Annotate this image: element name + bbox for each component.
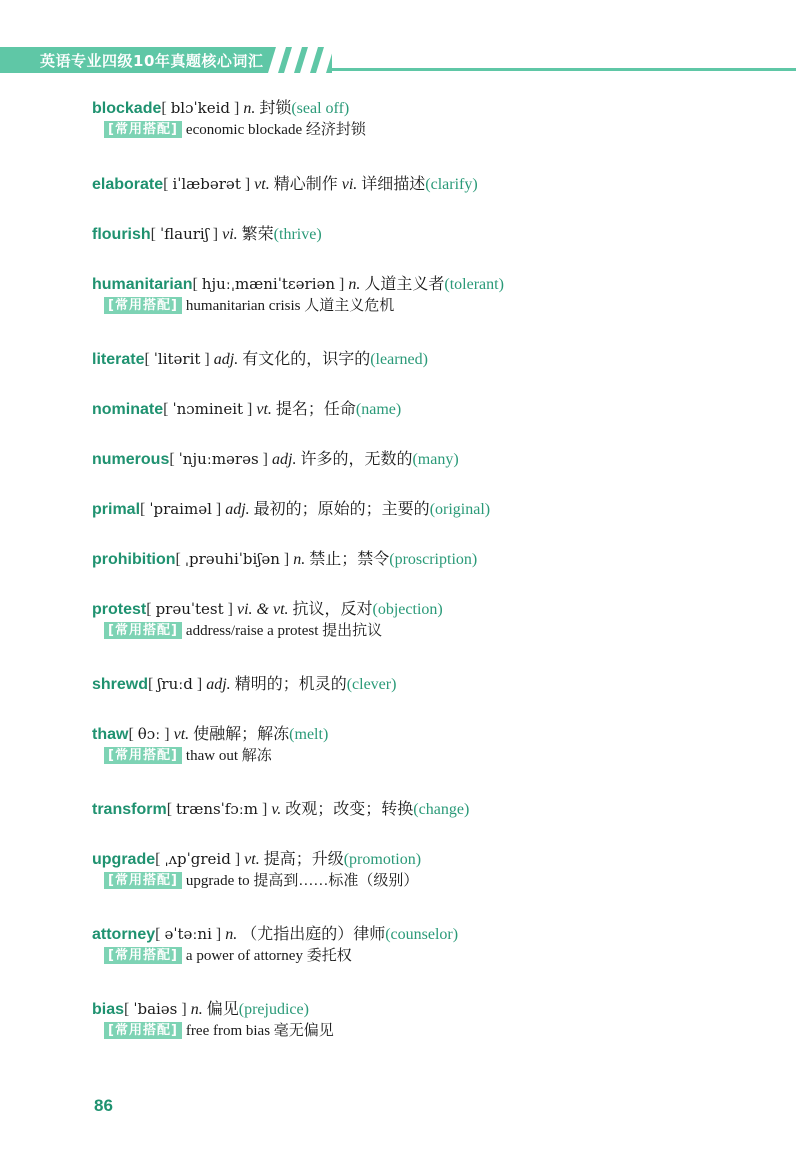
entry-pos: n. — [293, 551, 306, 568]
vocab-entry: upgrade[ ˌʌpˈgreid ] vt. 提高；升级(promotion) [常用搭配] upgrade to 提高到……标准（级别） — [92, 850, 422, 889]
entry-synonym: name — [361, 401, 396, 418]
entry-phonetic: ˈbaiəs — [133, 1000, 178, 1018]
entry-phonetic: ʃruːd — [157, 675, 193, 693]
entry-meaning: 最初的；原始的；主要的 — [253, 501, 430, 518]
entry-meaning-2: 详细描述 — [361, 176, 426, 193]
entry-meaning: 偏见 — [206, 1001, 239, 1018]
entry-synonym: change — [418, 801, 464, 818]
entry-word: flourish — [92, 226, 151, 243]
entry-synonym: clarify — [430, 176, 473, 193]
vocab-entry: bias[ ˈbaiəs ] n. 偏见(prejudice) [常用搭配] free from bias 毫无偏见 — [92, 1000, 334, 1039]
vocab-entry: transform[ trænsˈfɔːm ] v. 改观；改变；转换(change) — [92, 800, 470, 818]
entry-synonym: thrive — [279, 226, 317, 243]
vocab-entry: nominate[ ˈnɔmineit ] vt. 提名；任命(name) — [92, 400, 402, 418]
entry-pos: n. — [348, 276, 361, 293]
entry-phonetic: ˈnɔmineit — [172, 400, 244, 418]
entry-collocation: upgrade to 提高到……标准（级别） — [185, 873, 419, 889]
entry-phonetic: iˈlæbərət — [172, 175, 241, 193]
entry-synonym: promotion — [349, 851, 416, 868]
entry-word: transform — [92, 801, 167, 818]
entry-pos: n. — [225, 926, 238, 943]
vocab-entry: thaw[ θɔː ] vt. 使融解；解冻(melt) [常用搭配] thaw out 解冻 — [92, 725, 329, 764]
entry-meaning: 使融解；解冻 — [193, 726, 290, 743]
entry-synonym: clever — [352, 676, 392, 693]
entry-meaning: 人道主义者 — [364, 276, 445, 293]
vocab-entry: elaborate[ iˈlæbərət ] vt. 精心制作 vi. 详细描述(clarify) — [92, 175, 478, 193]
entry-phonetic: θɔː — [137, 725, 161, 743]
entry-meaning: 精明的；机灵的 — [234, 676, 347, 693]
entry-collocation: thaw out 解冻 — [185, 748, 272, 764]
entry-meaning: 封锁 — [259, 100, 292, 117]
vocab-entry: literate[ ˈlitərit ] adj. 有文化的，识字的(learned) — [92, 350, 428, 368]
entry-phonetic: əˈtəːni — [164, 925, 212, 943]
entry-synonym: seal off — [296, 100, 344, 117]
entry-pos: adj. — [213, 351, 239, 368]
entry-pos-2: vi. — [341, 176, 358, 193]
entry-word: literate — [92, 351, 145, 368]
entry-pos: adj. — [206, 676, 231, 693]
running-header — [0, 47, 796, 73]
entry-collocation: address/raise a protest 提出抗议 — [185, 623, 383, 639]
collocation-tag: 常用搭配 — [114, 623, 171, 638]
vocab-entry: blockade[ blɔˈkeid ] n. 封锁(seal off) [常用搭配] economic blockade 经济封锁 — [92, 99, 366, 138]
entry-phonetic: blɔˈkeid — [170, 99, 230, 117]
header-stripes-decoration — [268, 47, 338, 73]
entry-synonym: original — [435, 501, 485, 518]
entry-pos: v. — [271, 801, 282, 818]
entry-word: attorney — [92, 926, 156, 943]
entry-meaning: 许多的，无数的 — [300, 451, 413, 468]
entry-synonym: prejudice — [244, 1001, 304, 1018]
entry-phonetic: ˈflauriʃ — [160, 225, 209, 243]
entry-collocation: economic blockade 经济封锁 — [185, 122, 366, 138]
entry-word: upgrade — [92, 851, 156, 868]
collocation-tag: 常用搭配 — [114, 748, 171, 763]
vocab-entry: shrewd[ ʃruːd ] adj. 精明的；机灵的(clever) — [92, 675, 397, 693]
entry-pos: vt. — [256, 401, 272, 418]
entry-word: humanitarian — [92, 276, 193, 293]
entry-collocation: humanitarian crisis 人道主义危机 — [185, 298, 395, 314]
entry-pos: vi. & vt. — [236, 601, 289, 618]
entry-word: protest — [92, 601, 147, 618]
header-title: 英语专业四级10年真题核心词汇 — [40, 52, 264, 70]
entry-phonetic: ˌprəuhiˈbiʃən — [184, 550, 280, 568]
entry-word: bias — [92, 1001, 125, 1018]
entry-word: blockade — [92, 100, 162, 117]
entry-word: elaborate — [92, 176, 164, 193]
entry-word: thaw — [92, 726, 129, 743]
entry-meaning: 提名；任命 — [275, 401, 356, 418]
entry-synonym: melt — [294, 726, 323, 743]
collocation-tag: 常用搭配 — [114, 122, 171, 137]
entry-synonym: proscription — [394, 551, 472, 568]
entry-synonym: counselor — [390, 926, 453, 943]
collocation-tag: 常用搭配 — [114, 948, 171, 963]
vocab-entry: humanitarian[ hjuːˌmæniˈtɛəriən ] n. 人道主义者(tolerant) [常用搭配] humanitarian crisis 人道主义危机 — [92, 275, 504, 314]
entry-phonetic: ˈlitərit — [153, 350, 201, 368]
collocation-tag: 常用搭配 — [114, 1023, 171, 1038]
entry-collocation: free from bias 毫无偏见 — [185, 1023, 334, 1039]
entry-word: primal — [92, 501, 141, 518]
entry-synonym: objection — [377, 601, 438, 618]
entry-phonetic: ˌʌpˈgreid — [164, 850, 231, 868]
entry-word: nominate — [92, 401, 164, 418]
vocab-entry: primal[ ˈpraiməl ] adj. 最初的；原始的；主要的(original) — [92, 500, 491, 518]
entry-meaning: 精心制作 — [273, 176, 342, 193]
vocab-entry: protest[ prəuˈtest ] vi. & vt. 抗议，反对(objection) [常用搭配] address/raise a protest 提出抗议 — [92, 600, 443, 639]
vocab-entry: prohibition[ ˌprəuhiˈbiʃən ] n. 禁止；禁令(proscription) — [92, 550, 478, 568]
entry-phonetic: ˈnjuːmərəs — [178, 450, 259, 468]
entry-meaning: 有文化的，识字的 — [242, 351, 371, 368]
vocab-entry: numerous[ ˈnjuːmərəs ] adj. 许多的，无数的(many) — [92, 450, 459, 468]
entry-pos: n. — [190, 1001, 203, 1018]
entry-pos: vt. — [244, 851, 260, 868]
entry-word: prohibition — [92, 551, 176, 568]
entry-word: numerous — [92, 451, 170, 468]
collocation-tag: 常用搭配 — [114, 298, 171, 313]
vocab-entry: attorney[ əˈtəːni ] n. （尤指出庭的）律师(counselor) [常用搭配] a power of attorney 委托权 — [92, 925, 459, 964]
entry-pos: vt. — [173, 726, 190, 743]
page-number: 86 — [94, 1096, 113, 1115]
entry-meaning: （尤指出庭的）律师 — [241, 926, 386, 943]
entry-phonetic: ˈpraiməl — [149, 500, 212, 518]
vocab-entry: flourish[ ˈflauriʃ ] vi. 繁荣(thrive) — [92, 225, 322, 243]
entry-meaning: 禁止；禁令 — [309, 551, 390, 568]
entry-word: shrewd — [92, 676, 149, 693]
entry-synonym: learned — [375, 351, 423, 368]
entry-phonetic: hjuːˌmæniˈtɛəriən — [201, 275, 336, 293]
entry-pos: n. — [243, 100, 256, 117]
entry-pos: adj. — [272, 451, 297, 468]
entry-pos: vi. — [222, 226, 238, 243]
entry-pos: vt. — [254, 176, 270, 193]
entry-meaning: 繁荣 — [241, 226, 274, 243]
entry-meaning: 改观；改变；转换 — [285, 801, 414, 818]
entry-pos: adj. — [225, 501, 250, 518]
entry-meaning: 提高；升级 — [263, 851, 344, 868]
entry-meaning: 抗议，反对 — [292, 601, 373, 618]
entry-phonetic: prəuˈtest — [155, 600, 224, 618]
entry-collocation: a power of attorney 委托权 — [185, 948, 352, 964]
entry-synonym: many — [417, 451, 454, 468]
collocation-tag: 常用搭配 — [114, 873, 171, 888]
header-rule — [332, 68, 796, 71]
entry-phonetic: trænsˈfɔːm — [176, 800, 259, 818]
entry-synonym: tolerant — [449, 276, 499, 293]
